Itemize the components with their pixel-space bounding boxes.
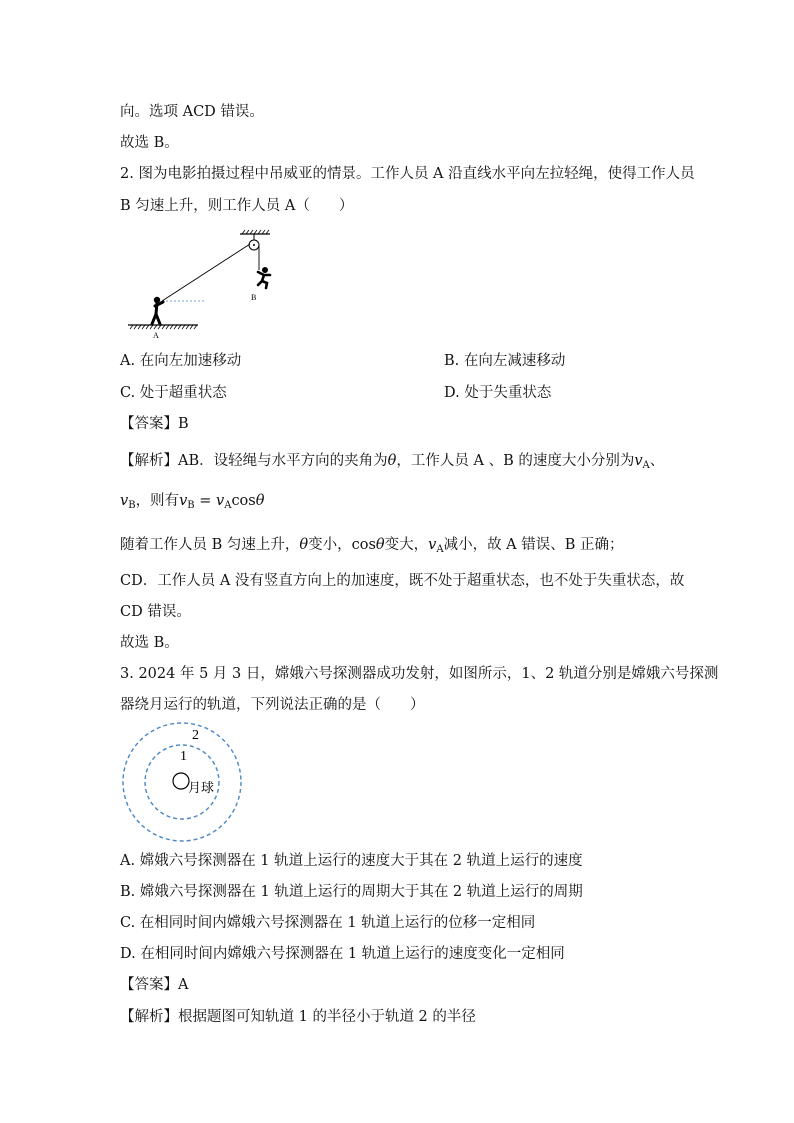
analysis-text: 、	[649, 453, 665, 469]
analysis-text: ，工作人员 A 、B 的速度大小分别为	[396, 453, 635, 469]
pulley-figure	[124, 228, 284, 340]
option-a: A. 在向左加速移动	[120, 353, 242, 369]
theta-symbol: θ	[375, 537, 385, 553]
analysis-line: CD 错误。	[120, 604, 191, 620]
option-d: D. 在相同时间内嫦娥六号探测器在 1 轨道上运行的速度变化一定相同	[120, 946, 565, 962]
analysis-line: CD．工作人员 A 没有竖直方向上的加速度，既不处于超重状态，也不处于失重状态，故	[120, 573, 685, 589]
equals: =	[194, 493, 216, 509]
v-symbol: v	[428, 537, 437, 553]
v-symbol: v	[120, 493, 129, 509]
analysis-tag: 【解析】	[120, 1009, 178, 1025]
theta-symbol: θ	[299, 537, 309, 553]
option-b: B. 嫦娥六号探测器在 1 轨道上运行的周期大于其在 2 轨道上运行的周期	[120, 884, 583, 900]
answer-line	[120, 414, 189, 434]
question-2-stem: B 匀速上升，则工作人员 A（ ）	[120, 198, 354, 214]
analysis-text: 变大，	[384, 537, 429, 553]
option-c: C. 处于超重状态	[120, 385, 227, 401]
v-symbol: v	[179, 493, 188, 509]
option-d: D. 处于失重状态	[444, 385, 552, 401]
theta-symbol: θ	[387, 453, 397, 469]
analysis-line	[120, 491, 264, 516]
analysis-text: AB．设轻绳与水平方向的夹角为	[178, 453, 388, 469]
option-b: B. 在向左减速移动	[444, 353, 566, 369]
final-answer: 故选 B。	[120, 635, 179, 651]
question-3-stem: 3. 2024 年 5 月 3 日，嫦娥六号探测器成功发射，如图所示，1、2 轨道分别是嫦娥六号探测	[120, 666, 719, 682]
analysis-text: 随着工作人员 B 匀速上升，	[120, 537, 300, 553]
orbit-1-label: 1	[180, 749, 187, 764]
question-3-stem: 器绕月运行的轨道，下列说法正确的是（ ）	[120, 697, 425, 713]
orbit-2-label: 2	[192, 728, 199, 743]
cos-function: cos	[351, 537, 376, 553]
theta-symbol: θ	[255, 493, 265, 509]
cos-function: cos	[231, 493, 256, 509]
text-line: 向。选项 ACD 错误。	[120, 104, 264, 120]
person-b-icon	[258, 267, 270, 288]
answer-value: B	[178, 416, 189, 432]
subscript-a: A	[642, 460, 650, 471]
question-2-stem: 2. 图为电影拍摄过程中吊威亚的情景。工作人员 A 沿直线水平向左拉轻绳，使得工作人员	[120, 166, 695, 182]
analysis-line	[120, 451, 664, 476]
analysis-tag: 【解析】	[120, 453, 178, 469]
analysis-text: 根据题图可知轨道 1 的半径小于轨道 2 的半径	[178, 1009, 476, 1025]
answer-value: A	[178, 977, 189, 993]
subscript-a: A	[224, 500, 232, 511]
v-symbol: v	[634, 453, 643, 469]
text-line: 故选 B。	[120, 135, 179, 151]
v-symbol: v	[216, 493, 225, 509]
label-a: A	[153, 331, 159, 340]
analysis-text: 变小，	[308, 537, 352, 553]
answer-line	[120, 975, 188, 995]
analysis-text: ，则有	[135, 493, 180, 509]
moon-icon	[173, 773, 189, 789]
subscript-b: B	[128, 500, 136, 511]
option-a: A. 嫦娥六号探测器在 1 轨道上运行的速度大于其在 2 轨道上运行的速度	[120, 853, 583, 869]
analysis-text: 减小，故 A 错误、B 正确；	[443, 537, 624, 553]
moon-label: 月球	[188, 781, 215, 796]
orbit-figure	[118, 719, 248, 845]
option-c: C. 在相同时间内嫦娥六号探测器在 1 轨道上运行的位移一定相同	[120, 915, 536, 931]
label-b: B	[251, 293, 257, 302]
analysis-line	[120, 1007, 476, 1027]
person-a-icon	[152, 297, 163, 324]
subscript-a: A	[436, 544, 444, 555]
analysis-line	[120, 535, 624, 560]
answer-tag: 【答案】	[120, 416, 178, 432]
answer-tag: 【答案】	[120, 977, 178, 993]
subscript-b: B	[187, 500, 195, 511]
